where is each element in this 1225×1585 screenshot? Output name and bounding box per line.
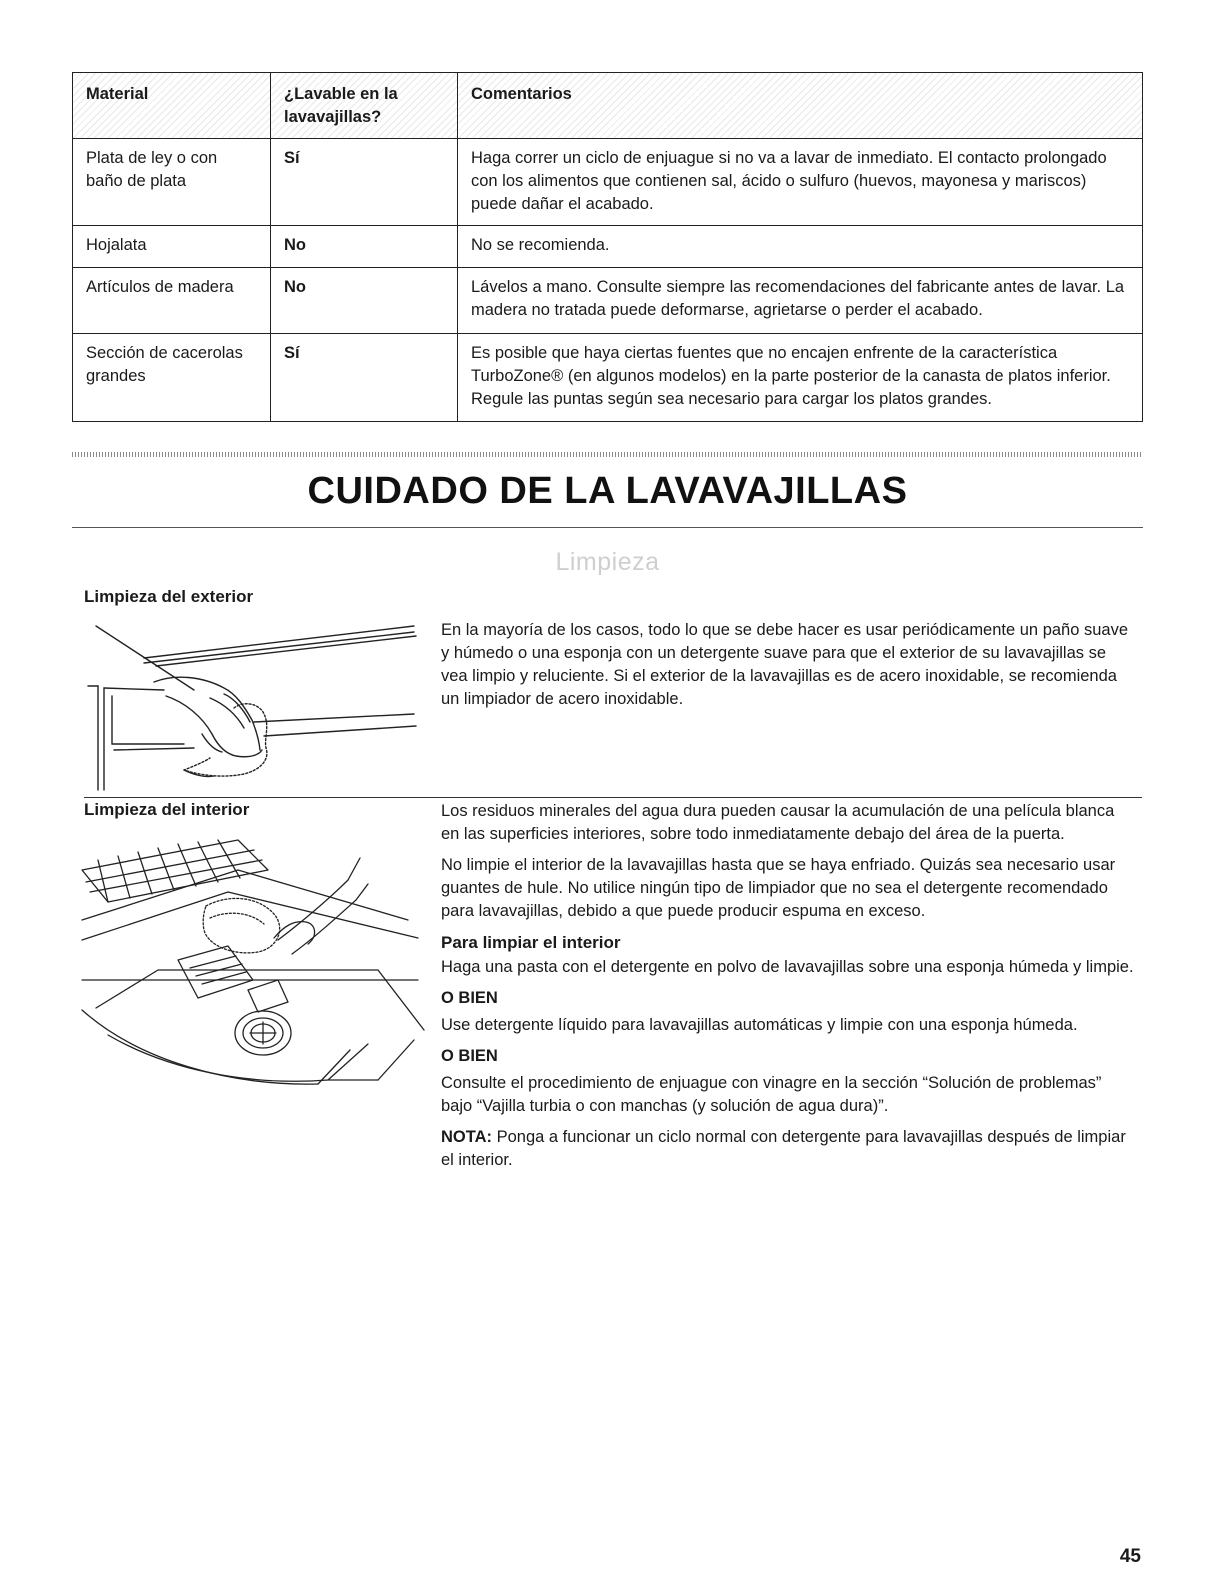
page-number: 45 bbox=[1119, 1546, 1141, 1567]
table-row bbox=[73, 139, 1143, 226]
header-material: Material bbox=[73, 73, 271, 139]
dotted-divider bbox=[72, 452, 1143, 457]
table-row bbox=[73, 226, 1143, 268]
cell-washable: Sí bbox=[271, 334, 458, 422]
cell-material: Artículos de madera bbox=[73, 268, 271, 334]
note-text: Ponga a funcionar un ciclo normal con detergente para lavavajillas después de limpiar el interior. bbox=[441, 1128, 1126, 1169]
cell-material: Plata de ley o con baño de plata bbox=[73, 139, 271, 226]
cell-washable: No bbox=[271, 268, 458, 334]
header-washable: ¿Lavable en la lavavajillas? bbox=[271, 73, 458, 139]
interior-paragraph-2: No limpie el interior de la lavavajillas hasta que se haya enfriado. Quizás sea necesario usar guantes de hule. No utilice ningún tipo de limpiador que no sea el detergente recomendado para lavavajillas, debido a que puede producir espuma en exceso. bbox=[441, 856, 1116, 920]
or-label-1: O BIEN bbox=[441, 989, 498, 1007]
table-header-row bbox=[73, 73, 1143, 139]
title-divider bbox=[72, 527, 1143, 528]
cell-washable: No bbox=[271, 226, 458, 268]
interior-note bbox=[441, 1126, 1136, 1172]
interior-heading: Limpieza del interior bbox=[84, 800, 250, 819]
interior-step-1: Haga una pasta con el detergente en polvo de lavavajillas sobre una esponja húmeda y limpie. bbox=[441, 958, 1134, 976]
exterior-cleaning-illustration bbox=[84, 618, 424, 794]
interior-step-2: Use detergente líquido para lavavajillas automáticas y limpie con una esponja húmeda. bbox=[441, 1016, 1078, 1034]
section-title: CUIDADO DE LA LAVAVAJILLAS bbox=[307, 470, 908, 512]
cell-material: Hojalata bbox=[73, 226, 271, 268]
cell-comment: Es posible que haya ciertas fuentes que no encajen enfrente de la característica TurboZone® (en algunos modelos) en la parte posterior de la canasta de platos inferior. Regule las puntas según sea necesario para cargar los platos grandes. bbox=[458, 334, 1143, 422]
note-label: NOTA: bbox=[441, 1128, 493, 1146]
cell-comment: Haga correr un ciclo de enjuague si no va a lavar de inmediato. El contacto prolongado con los alimentos que contienen sal, ácido o sulfuro (huevos, mayonesa y mariscos) puede dañar el acabado. bbox=[458, 139, 1143, 226]
exterior-heading: Limpieza del exterior bbox=[84, 587, 254, 606]
interior-subheading: Para limpiar el interior bbox=[441, 933, 621, 952]
interior-step-3: Consulte el procedimiento de enjuague con vinagre en la sección “Solución de problemas” bajo “Vajilla turbia o con manchas (y solución de agua dura)”. bbox=[441, 1074, 1102, 1115]
or-label-2: O BIEN bbox=[441, 1047, 498, 1065]
exterior-text: En la mayoría de los casos, todo lo que se debe hacer es usar periódicamente un paño suave y húmedo o una esponja con un detergente suave para que el exterior de su lavavajillas se vea limpio y reluciente. Si el exterior de la lavavajillas es de acero inoxidable, se recomienda un limpiador de acero inoxidable. bbox=[441, 621, 1129, 708]
interior-paragraph-1: Los residuos minerales del agua dura pueden causar la acumulación de una película blanca en las superficies interiores, sobre todo inmediatamente debajo del área de la puerta. bbox=[441, 802, 1115, 843]
material-care-table bbox=[72, 72, 1143, 422]
section-divider bbox=[84, 797, 1142, 798]
table-row bbox=[73, 334, 1143, 422]
interior-text-block bbox=[441, 800, 1136, 1180]
cell-washable: Sí bbox=[271, 139, 458, 226]
cell-comment: No se recomienda. bbox=[458, 226, 1143, 268]
cell-material: Sección de cacerolas grandes bbox=[73, 334, 271, 422]
table-row bbox=[73, 268, 1143, 334]
interior-cleaning-illustration bbox=[78, 830, 428, 1086]
cell-comment: Lávelos a mano. Consulte siempre las recomendaciones del fabricante antes de lavar. La madera no tratada puede deformarse, agrietarse o perder el acabado. bbox=[458, 268, 1143, 334]
subsection-title: Limpieza bbox=[555, 548, 660, 576]
header-comments: Comentarios bbox=[458, 73, 1143, 139]
